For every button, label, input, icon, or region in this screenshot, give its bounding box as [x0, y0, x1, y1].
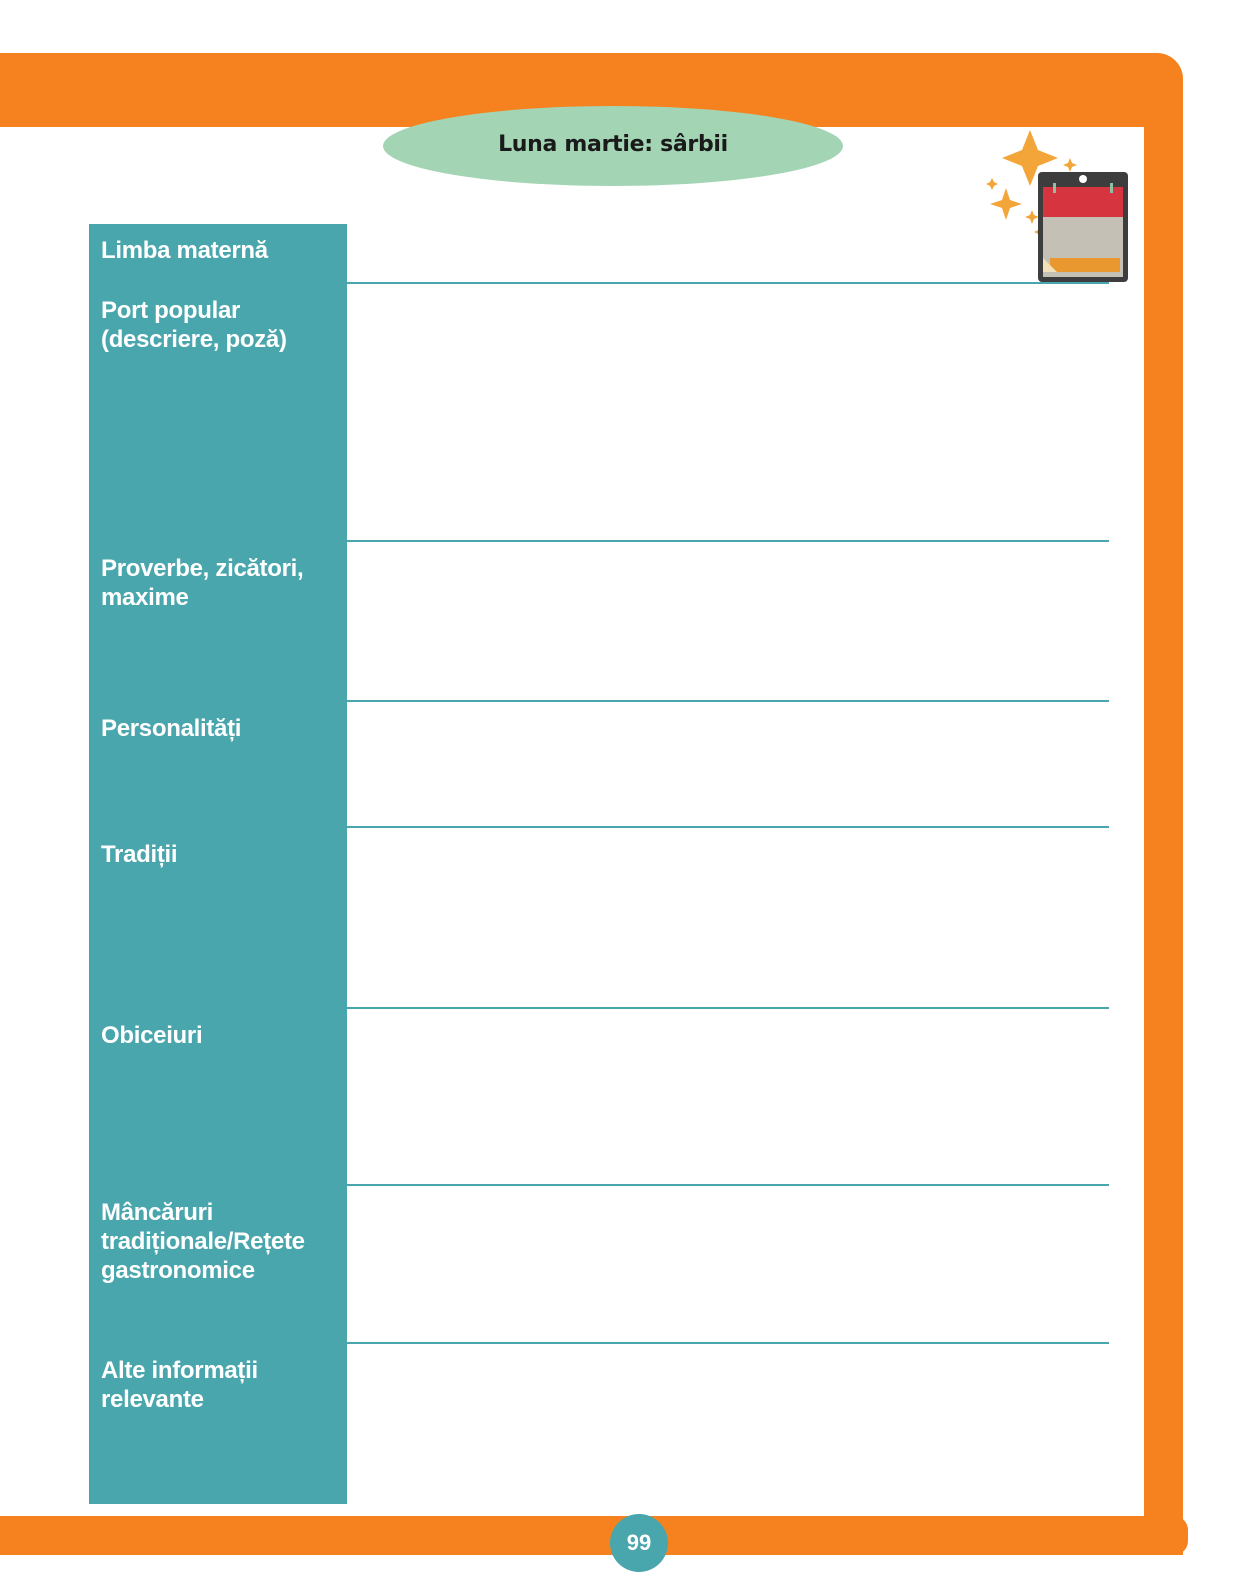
worksheet-table	[89, 224, 1109, 1504]
row-label-mancaruri: Mâncăruri tradiționale/Rețete gastronomice	[89, 1186, 347, 1342]
worksheet-row	[89, 1186, 1109, 1344]
answer-area[interactable]	[347, 284, 1109, 540]
worksheet-row	[89, 828, 1109, 1009]
orange-frame-right	[1144, 100, 1183, 1555]
worksheet-row	[89, 542, 1109, 702]
row-label-obiceiuri: Obiceiuri	[89, 1009, 347, 1184]
answer-area[interactable]	[347, 1009, 1109, 1184]
answer-area[interactable]	[347, 1186, 1109, 1342]
page-title: Luna martie: sârbii	[498, 132, 728, 157]
row-label-proverbe: Proverbe, zicători, maxime	[89, 542, 347, 700]
answer-area[interactable]	[347, 224, 1109, 282]
orange-frame-bottom	[0, 1516, 1188, 1555]
row-label-traditii: Tradiții	[89, 828, 347, 1007]
row-label-personalitati: Personalități	[89, 702, 347, 826]
answer-area[interactable]	[347, 702, 1109, 826]
answer-area[interactable]	[347, 1344, 1109, 1504]
worksheet-row	[89, 224, 1109, 284]
worksheet-row	[89, 1344, 1109, 1504]
row-label-limba-materna: Limba maternă	[89, 224, 347, 282]
page-number: 99	[626, 1530, 652, 1555]
worksheet-row	[89, 702, 1109, 828]
worksheet-row	[89, 284, 1109, 542]
row-label-port-popular: Port popular (descriere, poză)	[89, 284, 347, 540]
answer-area[interactable]	[347, 828, 1109, 1007]
worksheet-row	[89, 1009, 1109, 1186]
row-label-alte-informatii: Alte informații relevante	[89, 1344, 347, 1504]
answer-area[interactable]	[347, 542, 1109, 700]
